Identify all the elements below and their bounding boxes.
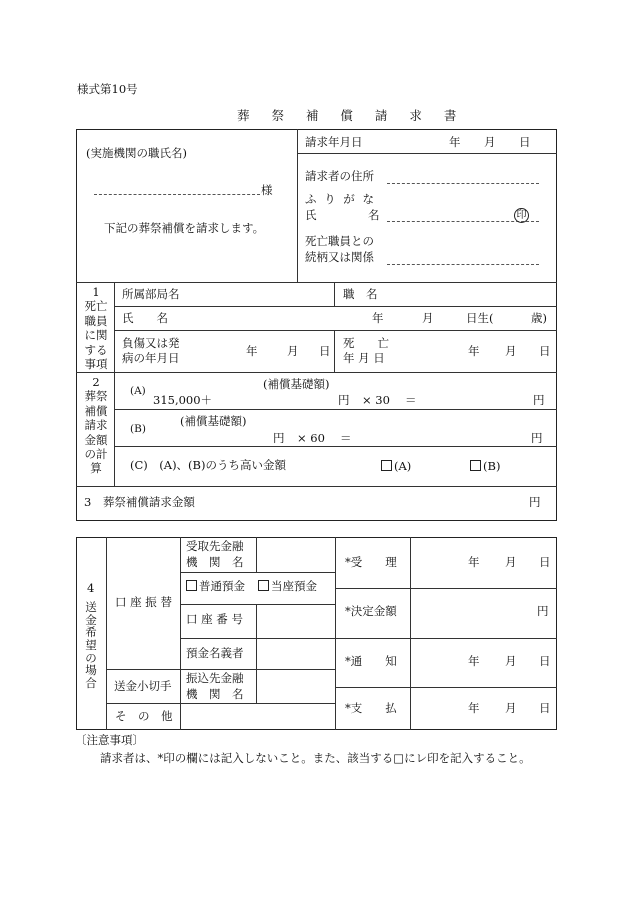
section1-label: 1 死亡 職員 に関 する 事項 <box>84 285 108 371</box>
checkbox-icon <box>186 580 197 591</box>
address-field[interactable] <box>387 183 539 184</box>
request-text: 下記の葬祭補償を請求します。 <box>104 221 265 235</box>
sama-label: 様 <box>261 183 273 197</box>
address-label: 請求者の住所 <box>305 169 374 183</box>
ordinary-deposit-checkbox[interactable]: 普通預金 <box>186 580 245 593</box>
current-deposit-checkbox[interactable]: 当座預金 <box>258 580 317 593</box>
section2-label: 2 葬祭 補償 請求 金額 の計 算 <box>84 375 108 476</box>
relation-field[interactable] <box>387 264 539 265</box>
request-date-label: 請求年月日 <box>305 135 363 149</box>
notes-text: 請求者は、*印の欄には記入しないこと。また、該当する□にレ印を記入すること。 <box>100 751 531 765</box>
form-page: 様式第10号 葬 祭 補 償 請 求 書 (実施機関の職氏名) 様 下記の葬祭補償を請求します。 請求年月日 年 月 日 請求者の住所 ふ り が な 氏 名 印 死亡職員との 続柄又は関係 1 死亡 職員 に関 する 事項 所属部局名 職 名 氏 名 年 月 日生( 歳) 負傷又は発 病の年月日 年 月 日 死 亡 年 月 日 年 月 日 2 葬祭 補償 請求 金額 の計 算 (A) (補償基礎額) 315,000＋ 円 × 30 ＝ 円 (B) (補償基礎額) 円 × 60 ＝ 円 (C) (A)、(B)のうち高い金額 (A) (B) 3 葬祭補償請求金額 円 4 送金希望の場合 口 座 振 替 受取先金融 機 関 名 普通預金 当座預金 口 座 番 号 預金名義者 送金小切手 振込先金融 機 関 名 そ の 他 *受 理 年 月 日 *決定金額 円 *通 知 年 月 日 *支 払 年 月 日 〔注意事項〕 請求者は、*印の欄には記入しないこと。また、該当する□にレ印を記入すること。 <box>0 0 630 915</box>
agency-name-field[interactable] <box>94 194 260 195</box>
notes-heading: 〔注意事項〕 <box>75 733 144 747</box>
option-b-checkbox[interactable]: (B) <box>470 460 500 473</box>
furigana-label: ふ り が な <box>305 192 376 206</box>
section3-label: 3 葬祭補償請求金額 <box>84 495 195 509</box>
option-a-checkbox[interactable]: (A) <box>381 460 411 473</box>
checkbox-icon <box>381 460 392 471</box>
seal-mark: 印 <box>514 208 529 223</box>
section4-label: 送金希望の場合 <box>85 600 97 690</box>
checkbox-icon <box>470 460 481 471</box>
form-number: 様式第10号 <box>77 82 138 96</box>
form-title: 葬 祭 補 償 請 求 書 <box>237 108 466 123</box>
remittance-table <box>76 537 557 730</box>
agency-label: (実施機関の職氏名) <box>86 146 187 160</box>
checkbox-icon <box>258 580 269 591</box>
